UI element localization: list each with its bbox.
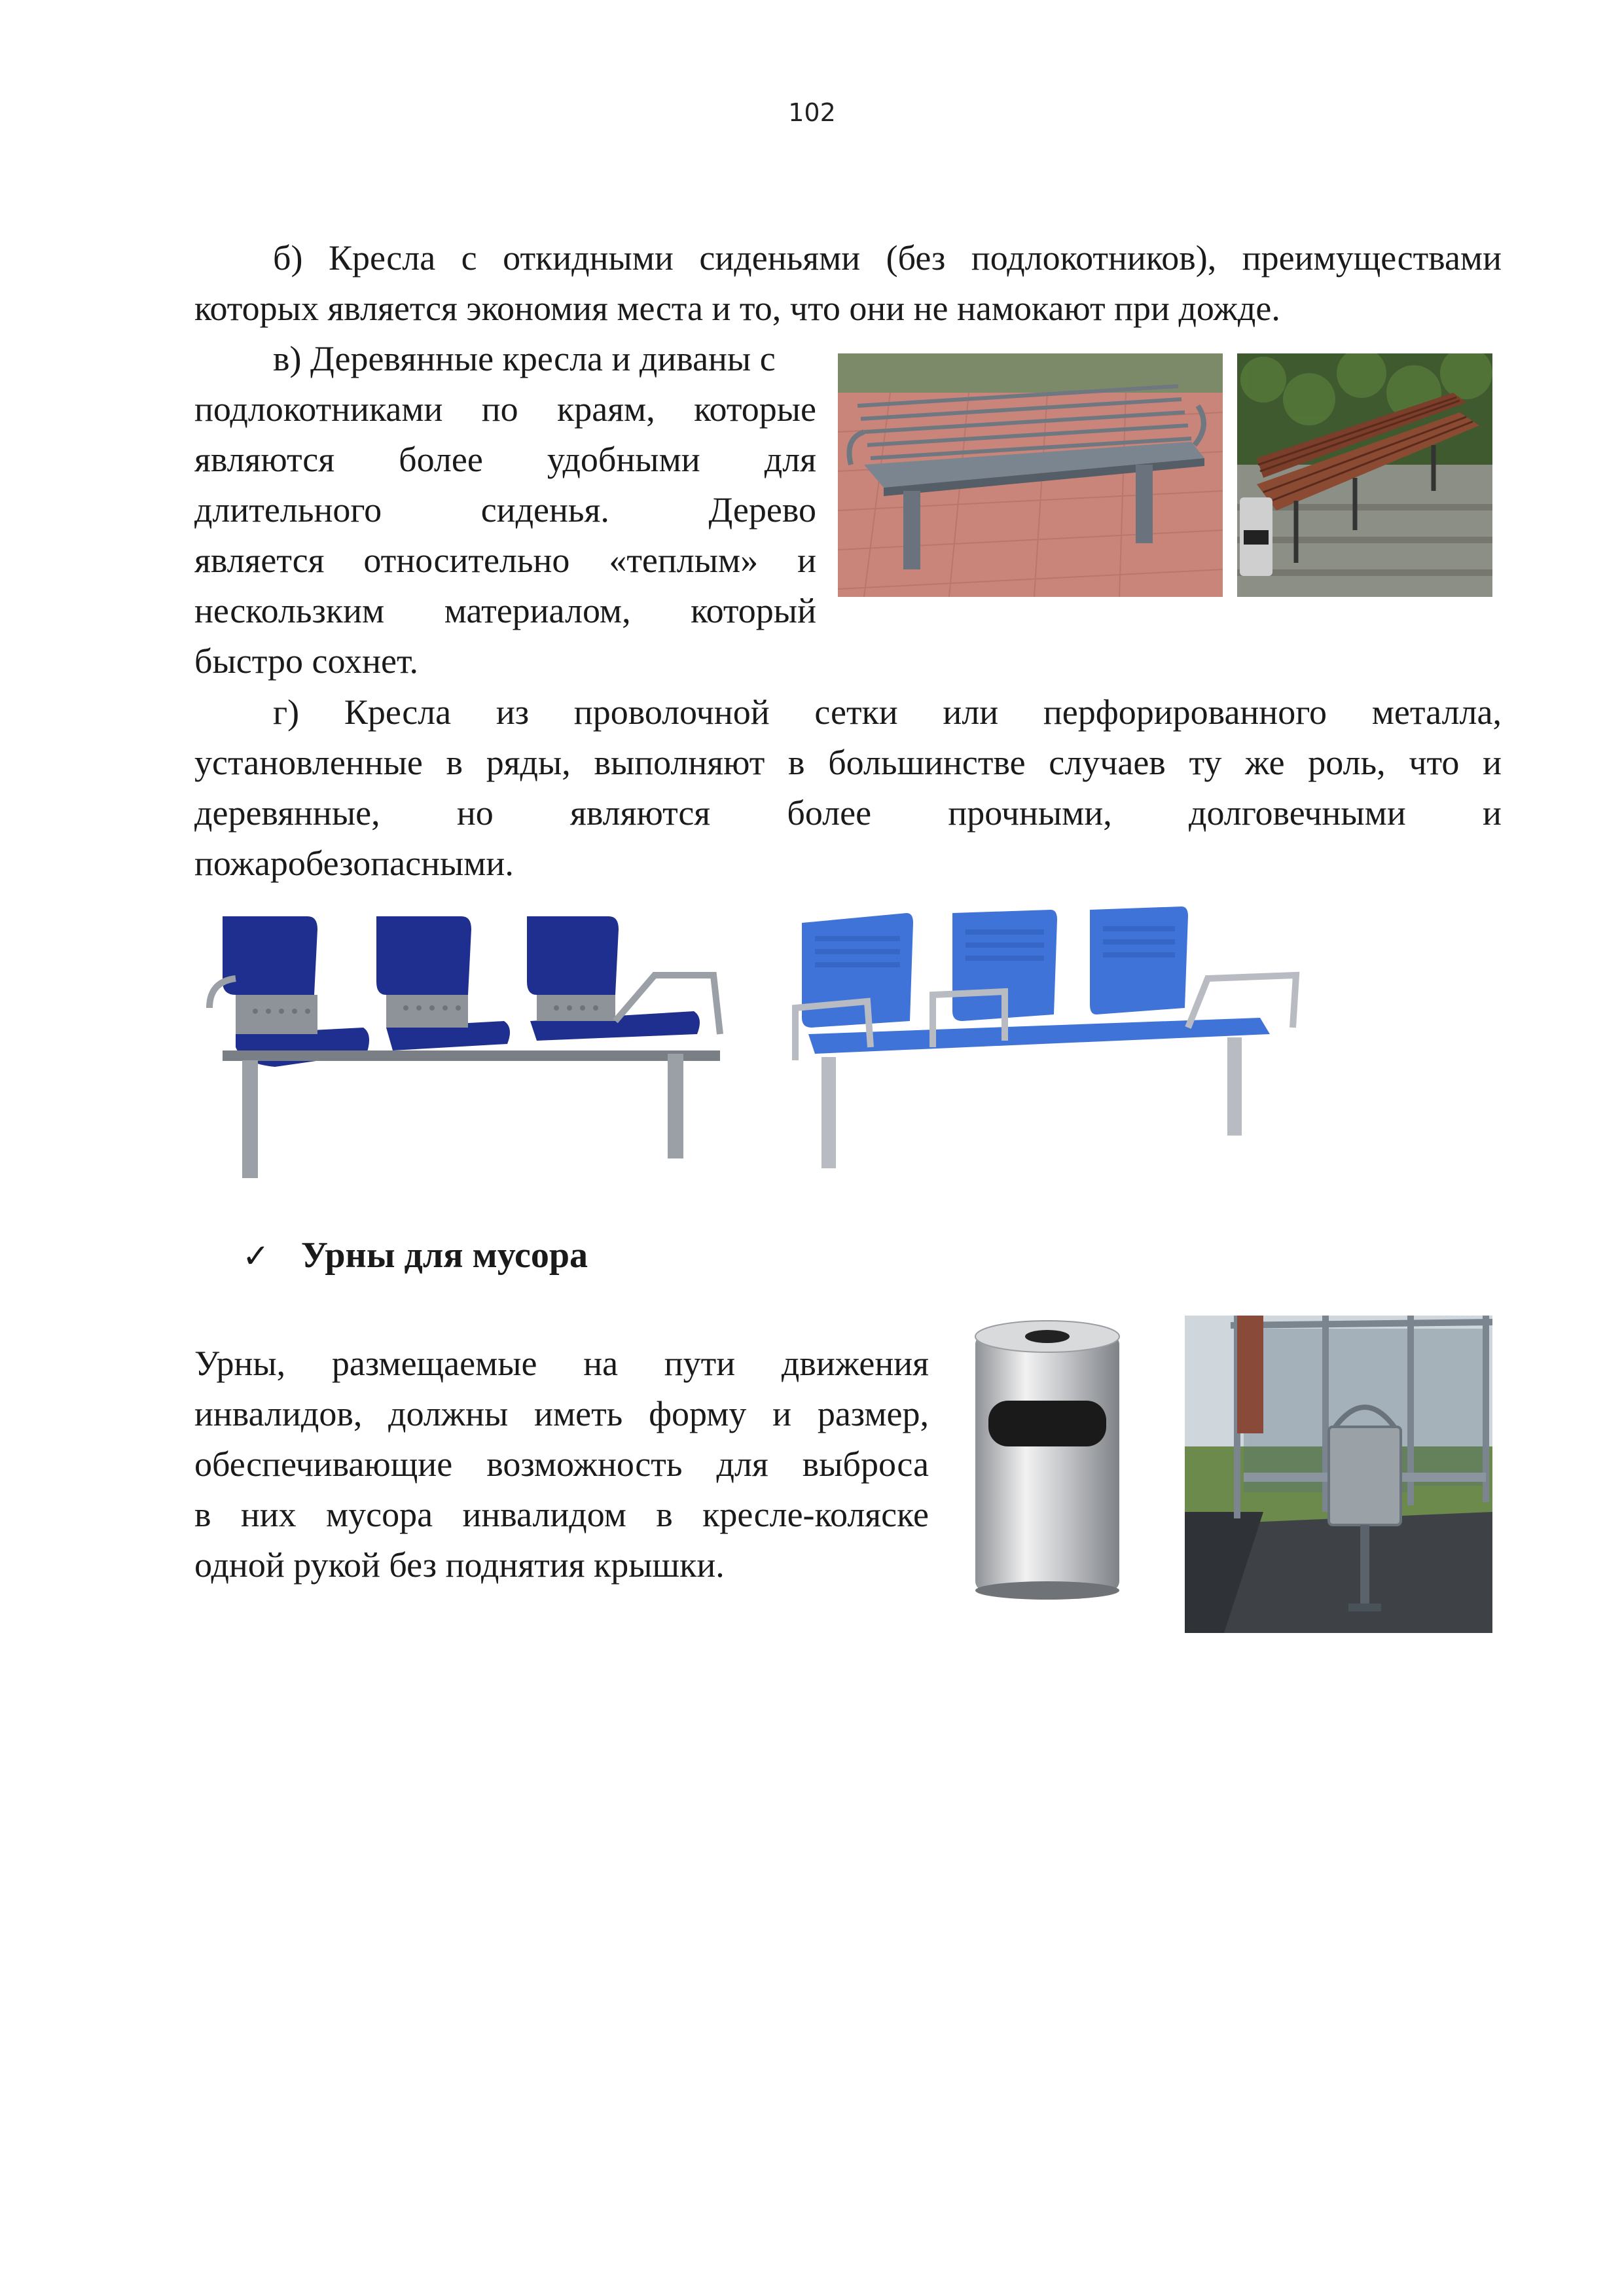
- paragraph-v-line-3: являются более удобными для: [194, 440, 816, 479]
- paragraph-v-line-7: быстро сохнет.: [194, 641, 419, 681]
- paragraph-urns-line-3: обеспечивающие возможность для выброса: [194, 1444, 929, 1484]
- paragraph-b: [194, 233, 1502, 334]
- paragraph-g: [194, 687, 1502, 889]
- metal-bench-photo: [838, 353, 1223, 597]
- dark-blue-seating-photo: [196, 903, 753, 1185]
- paragraph-g-line-2: установленные в ряды, выполняют в большинстве случаев ту же роль, что и: [194, 743, 1502, 782]
- paragraph-urns: [194, 1338, 929, 1590]
- paragraph-g-line-1: г) Кресла из проволочной сетки или перфорированного металла,: [273, 692, 1502, 732]
- section-heading-text: Урны для мусора: [300, 1235, 588, 1276]
- paragraph-v-line-5: является относительно «теплым» и: [194, 541, 816, 580]
- paragraph-v-line-6: нескользким материалом, который: [194, 591, 816, 630]
- wooden-bench-photo: [1237, 353, 1492, 597]
- paragraph-urns-line-4: в них мусора инвалидом в кресле-коляске: [194, 1495, 929, 1534]
- paragraph-v-line-2: подлокотниками по краям, которые: [194, 389, 816, 429]
- paragraph-b-line-2: которых является экономия места и то, что они не намокают при дожде.: [194, 289, 1280, 328]
- stainless-urn-photo: [969, 1316, 1126, 1604]
- paragraph-g-line-3: деревянные, но являются более прочными, долговечными и: [194, 793, 1502, 833]
- paragraph-urns-line-2: инвалидов, должны иметь форму и размер,: [194, 1394, 929, 1433]
- paragraph-g-line-4: пожаробезопасными.: [194, 844, 514, 883]
- paragraph-v-line-1: в) Деревянные кресла и диваны с: [273, 339, 776, 378]
- page-number: 102: [788, 98, 836, 127]
- paragraph-v: [194, 334, 816, 687]
- paragraph-urns-line-1: Урны, размещаемые на пути движения: [194, 1344, 929, 1383]
- paragraph-v-line-4: длительного сиденья. Дерево: [194, 490, 816, 529]
- section-heading: [242, 1230, 588, 1282]
- light-blue-seating-photo: [789, 903, 1319, 1178]
- checkmark-icon: ✓: [242, 1237, 270, 1275]
- bus-stop-urn-photo: [1185, 1316, 1492, 1633]
- paragraph-b-line-1: б) Кресла с откидными сиденьями (без подлокотников), преимуществами: [273, 238, 1502, 278]
- paragraph-urns-line-5: одной рукой без поднятия крышки.: [194, 1545, 725, 1585]
